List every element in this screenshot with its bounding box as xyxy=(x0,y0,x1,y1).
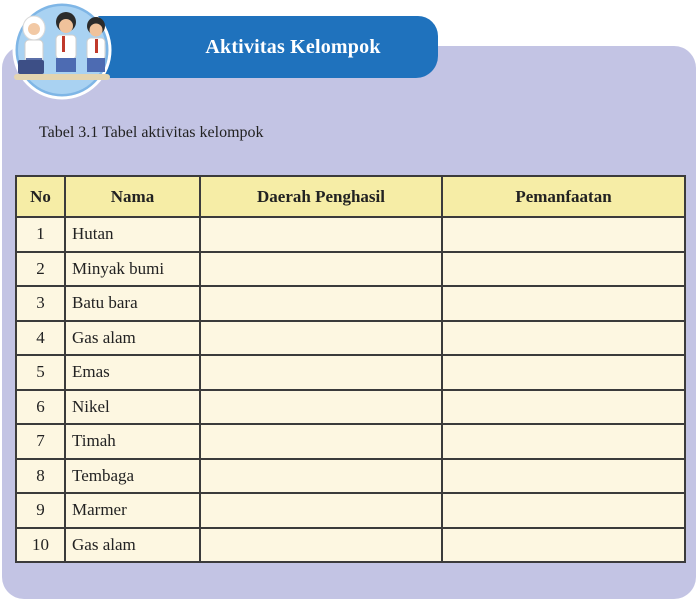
cell-nama: Nikel xyxy=(65,390,200,425)
table-caption: Tabel 3.1 Tabel aktivitas kelompok xyxy=(39,124,264,141)
cell-no: 3 xyxy=(16,286,65,321)
table-row xyxy=(16,424,685,459)
cell-no: 8 xyxy=(16,459,65,494)
cell-pemanfaatan[interactable] xyxy=(442,528,685,563)
cell-no: 7 xyxy=(16,424,65,459)
table-row xyxy=(16,355,685,390)
cell-daerah-penghasil[interactable] xyxy=(200,459,442,494)
cell-no: 4 xyxy=(16,321,65,356)
cell-pemanfaatan[interactable] xyxy=(442,252,685,287)
cell-daerah-penghasil[interactable] xyxy=(200,355,442,390)
cell-nama: Gas alam xyxy=(65,528,200,563)
cell-no: 9 xyxy=(16,493,65,528)
column-header-daerah-penghasil: Daerah Penghasil xyxy=(200,176,442,217)
table-row xyxy=(16,286,685,321)
cell-pemanfaatan[interactable] xyxy=(442,424,685,459)
cell-pemanfaatan[interactable] xyxy=(442,459,685,494)
cell-daerah-penghasil[interactable] xyxy=(200,321,442,356)
table-row xyxy=(16,459,685,494)
cell-nama: Batu bara xyxy=(65,286,200,321)
table-row xyxy=(16,321,685,356)
cell-nama: Tembaga xyxy=(65,459,200,494)
column-header-nama: Nama xyxy=(65,176,200,217)
table-row xyxy=(16,217,685,252)
cell-daerah-penghasil[interactable] xyxy=(200,252,442,287)
cell-daerah-penghasil[interactable] xyxy=(200,528,442,563)
table-row xyxy=(16,493,685,528)
section-title: Aktivitas Kelompok xyxy=(205,35,381,58)
cell-daerah-penghasil[interactable] xyxy=(200,217,442,252)
cell-pemanfaatan[interactable] xyxy=(442,390,685,425)
cell-pemanfaatan[interactable] xyxy=(442,217,685,252)
cell-no: 10 xyxy=(16,528,65,563)
table-row xyxy=(16,252,685,287)
cell-nama: Hutan xyxy=(65,217,200,252)
cell-no: 6 xyxy=(16,390,65,425)
cell-nama: Gas alam xyxy=(65,321,200,356)
cell-no: 5 xyxy=(16,355,65,390)
activity-table xyxy=(15,175,686,563)
cell-pemanfaatan[interactable] xyxy=(442,493,685,528)
cell-nama: Timah xyxy=(65,424,200,459)
cell-pemanfaatan[interactable] xyxy=(442,355,685,390)
table-row xyxy=(16,528,685,563)
cell-no: 1 xyxy=(16,217,65,252)
cell-daerah-penghasil[interactable] xyxy=(200,424,442,459)
cell-daerah-penghasil[interactable] xyxy=(200,390,442,425)
cell-nama: Emas xyxy=(65,355,200,390)
table-row xyxy=(16,390,685,425)
column-header-pemanfaatan: Pemanfaatan xyxy=(442,176,685,217)
cell-pemanfaatan[interactable] xyxy=(442,286,685,321)
cell-daerah-penghasil[interactable] xyxy=(200,493,442,528)
column-header-no: No xyxy=(16,176,65,217)
cell-nama: Marmer xyxy=(65,493,200,528)
cell-no: 2 xyxy=(16,252,65,287)
cell-daerah-penghasil[interactable] xyxy=(200,286,442,321)
students-illustration-icon xyxy=(4,0,116,100)
cell-nama: Minyak bumi xyxy=(65,252,200,287)
table-header-row xyxy=(16,176,685,217)
cell-pemanfaatan[interactable] xyxy=(442,321,685,356)
